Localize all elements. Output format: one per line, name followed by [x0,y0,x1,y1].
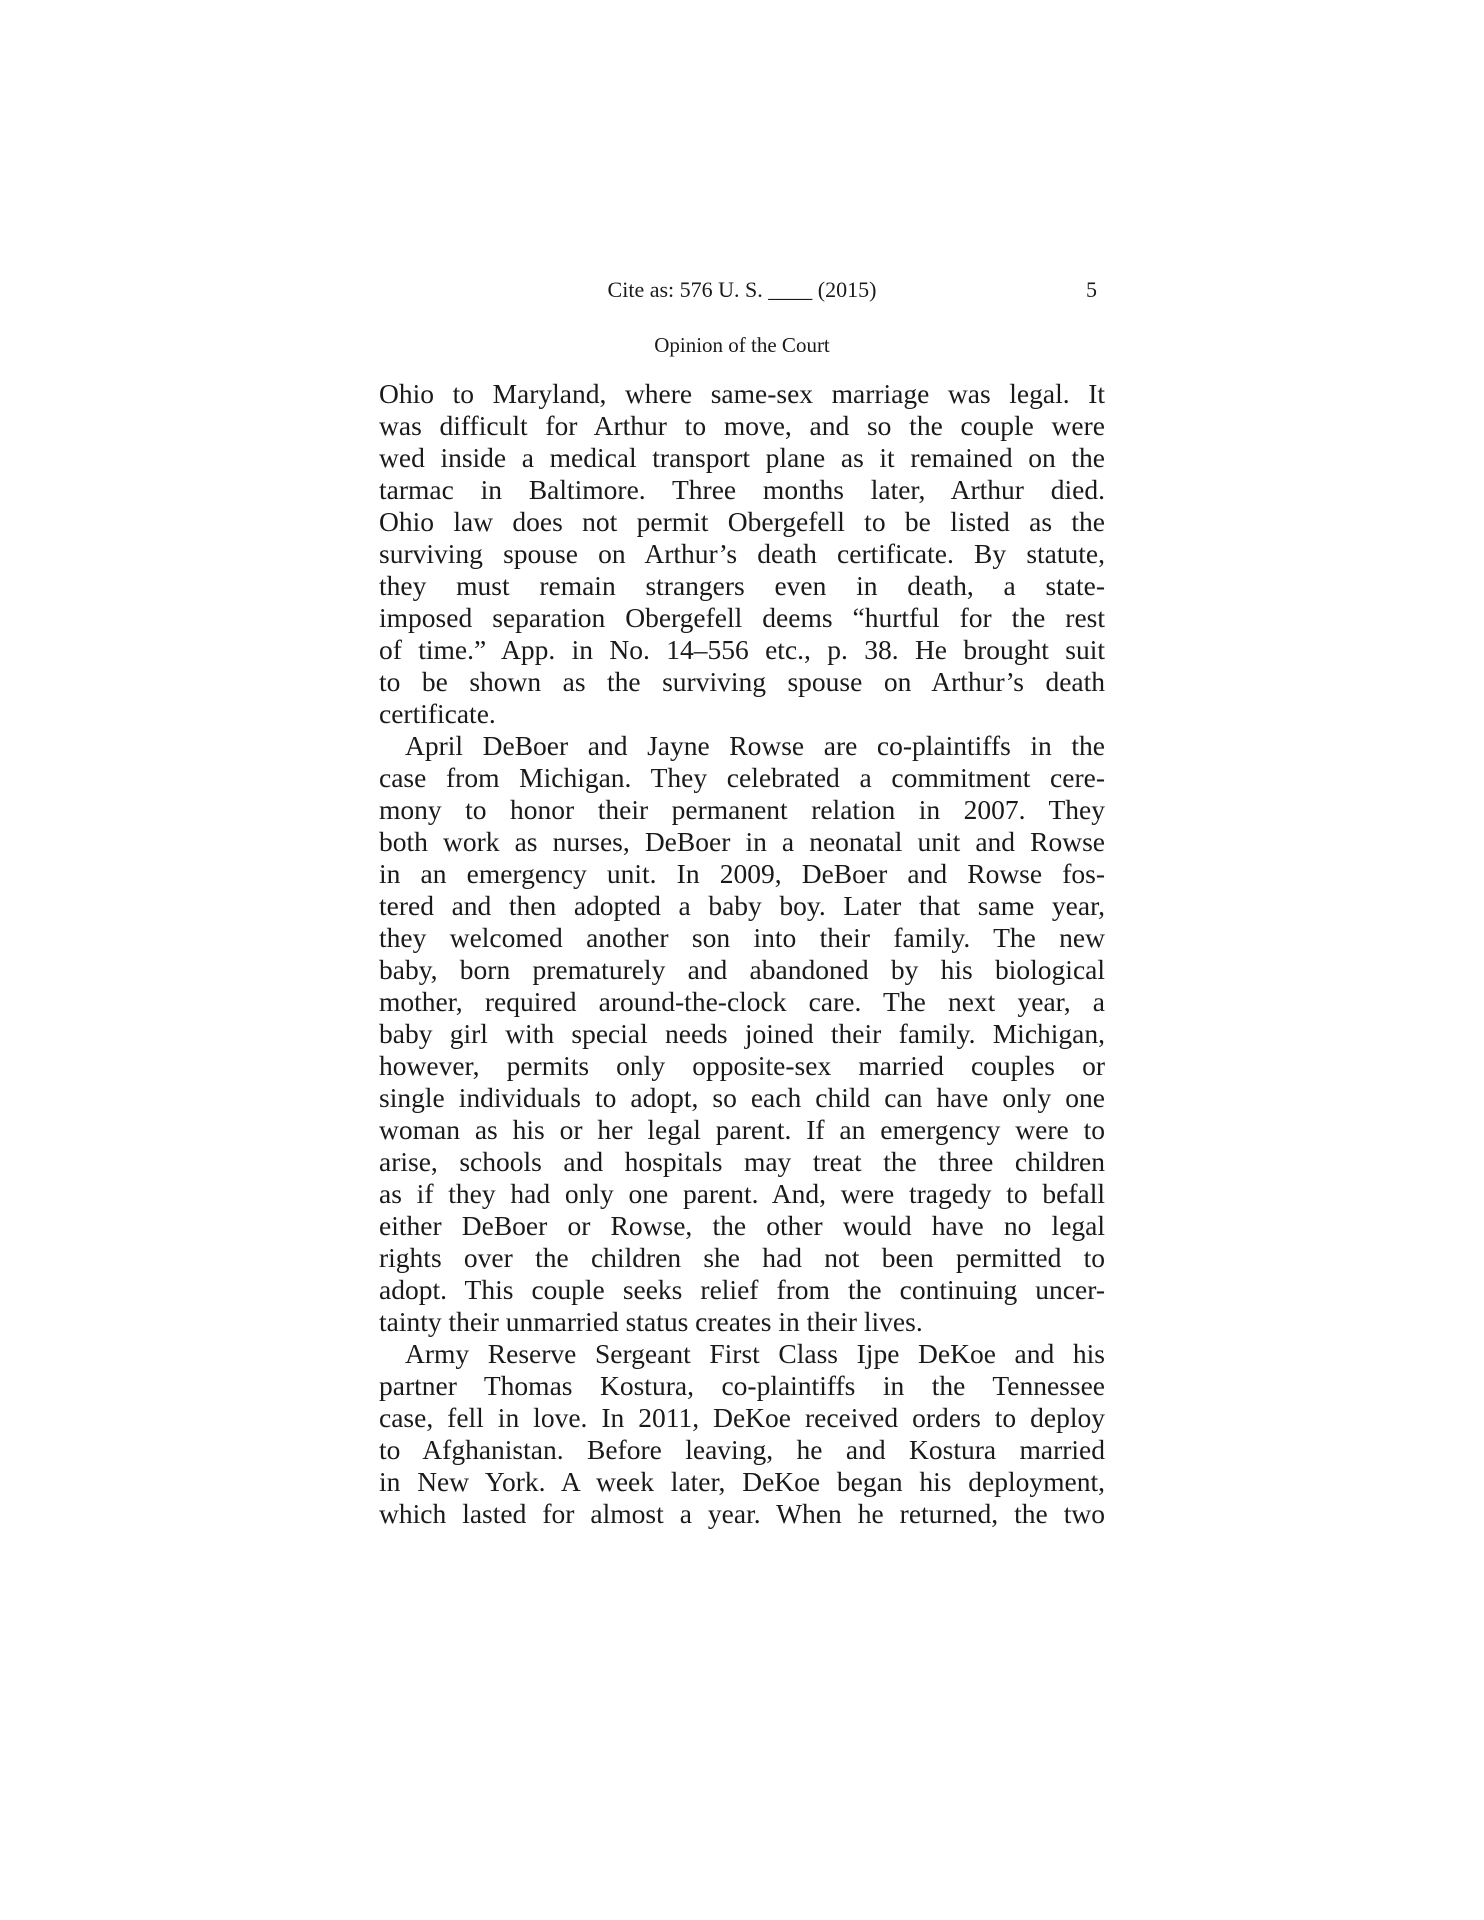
text-line: mother, required around-the-clock care. The next year, a [379,986,1105,1017]
text-line: baby, born prematurely and abandoned by his biological [379,954,1105,985]
citation: Cite as: 576 U. S. ____ (2015) [607,277,877,302]
text-line: either DeBoer or Rowse, the other would have no legal [379,1210,1105,1241]
text-line: Ohio law does not permit Obergefell to be listed as the [379,506,1105,537]
text-line: baby girl with special needs joined their family. Michigan, [379,1018,1105,1049]
text-line: tered and then adopted a baby boy. Later that same year, [379,890,1105,921]
text-line: of time.” App. in No. 14–556 etc., p. 38. He brought suit [379,634,1105,665]
text-line: certificate. [379,698,496,729]
text-line: partner Thomas Kostura, co-plaintiffs in the Tennessee [379,1370,1105,1401]
page-number: 5 [1086,277,1097,302]
text-line: to Afghanistan. Before leaving, he and Kostura married [379,1434,1105,1465]
text-line: wed inside a medical transport plane as it remained on the [379,442,1105,473]
text-line: tarmac in Baltimore. Three months later, Arthur died. [379,474,1105,505]
text-line: surviving spouse on Arthur’s death certificate. By statute, [379,538,1105,569]
text-line: both work as nurses, DeBoer in a neonatal unit and Rowse [379,826,1105,857]
paragraph-1 [379,378,1105,730]
text-line: Army Reserve Sergeant First Class Ijpe DeKoe and his [405,1338,1105,1369]
text-line: Ohio to Maryland, where same-sex marriage was legal. It [379,378,1105,409]
text-line: adopt. This couple seeks relief from the continuing uncer- [379,1274,1105,1305]
paragraph-2 [379,730,1105,1338]
text-line: which lasted for almost a year. When he returned, the two [379,1498,1105,1529]
body-text [379,378,1105,1530]
text-line: arise, schools and hospitals may treat the three children [379,1146,1105,1177]
running-header [379,274,1105,306]
section-title: Opinion of the Court [654,333,830,357]
text-line: case, fell in love. In 2011, DeKoe received orders to deploy [379,1402,1105,1433]
text-line: case from Michigan. They celebrated a commitment cere- [379,762,1105,793]
text-line: woman as his or her legal parent. If an emergency were to [379,1114,1105,1145]
text-line: as if they had only one parent. And, were tragedy to befall [379,1178,1105,1209]
text-line: to be shown as the surviving spouse on Arthur’s death [379,666,1105,697]
paragraph-3 [379,1338,1105,1530]
text-line: imposed separation Obergefell deems “hurtful for the rest [379,602,1105,633]
text-line: mony to honor their permanent relation in 2007. They [379,794,1105,825]
text-line: in New York. A week later, DeKoe began his deployment, [379,1466,1105,1497]
text-line: April DeBoer and Jayne Rowse are co-plaintiffs in the [405,730,1105,761]
text-line: they must remain strangers even in death, a state- [379,570,1105,601]
text-line: however, permits only opposite-sex married couples or [379,1050,1105,1081]
text-line: they welcomed another son into their family. The new [379,922,1105,953]
text-line: single individuals to adopt, so each child can have only one [379,1082,1105,1113]
text-line: rights over the children she had not been permitted to [379,1242,1105,1273]
text-line: tainty their unmarried status creates in their lives. [379,1306,923,1337]
text-line: was difficult for Arthur to move, and so the couple were [379,410,1105,441]
text-line: in an emergency unit. In 2009, DeBoer and Rowse fos- [379,858,1105,889]
